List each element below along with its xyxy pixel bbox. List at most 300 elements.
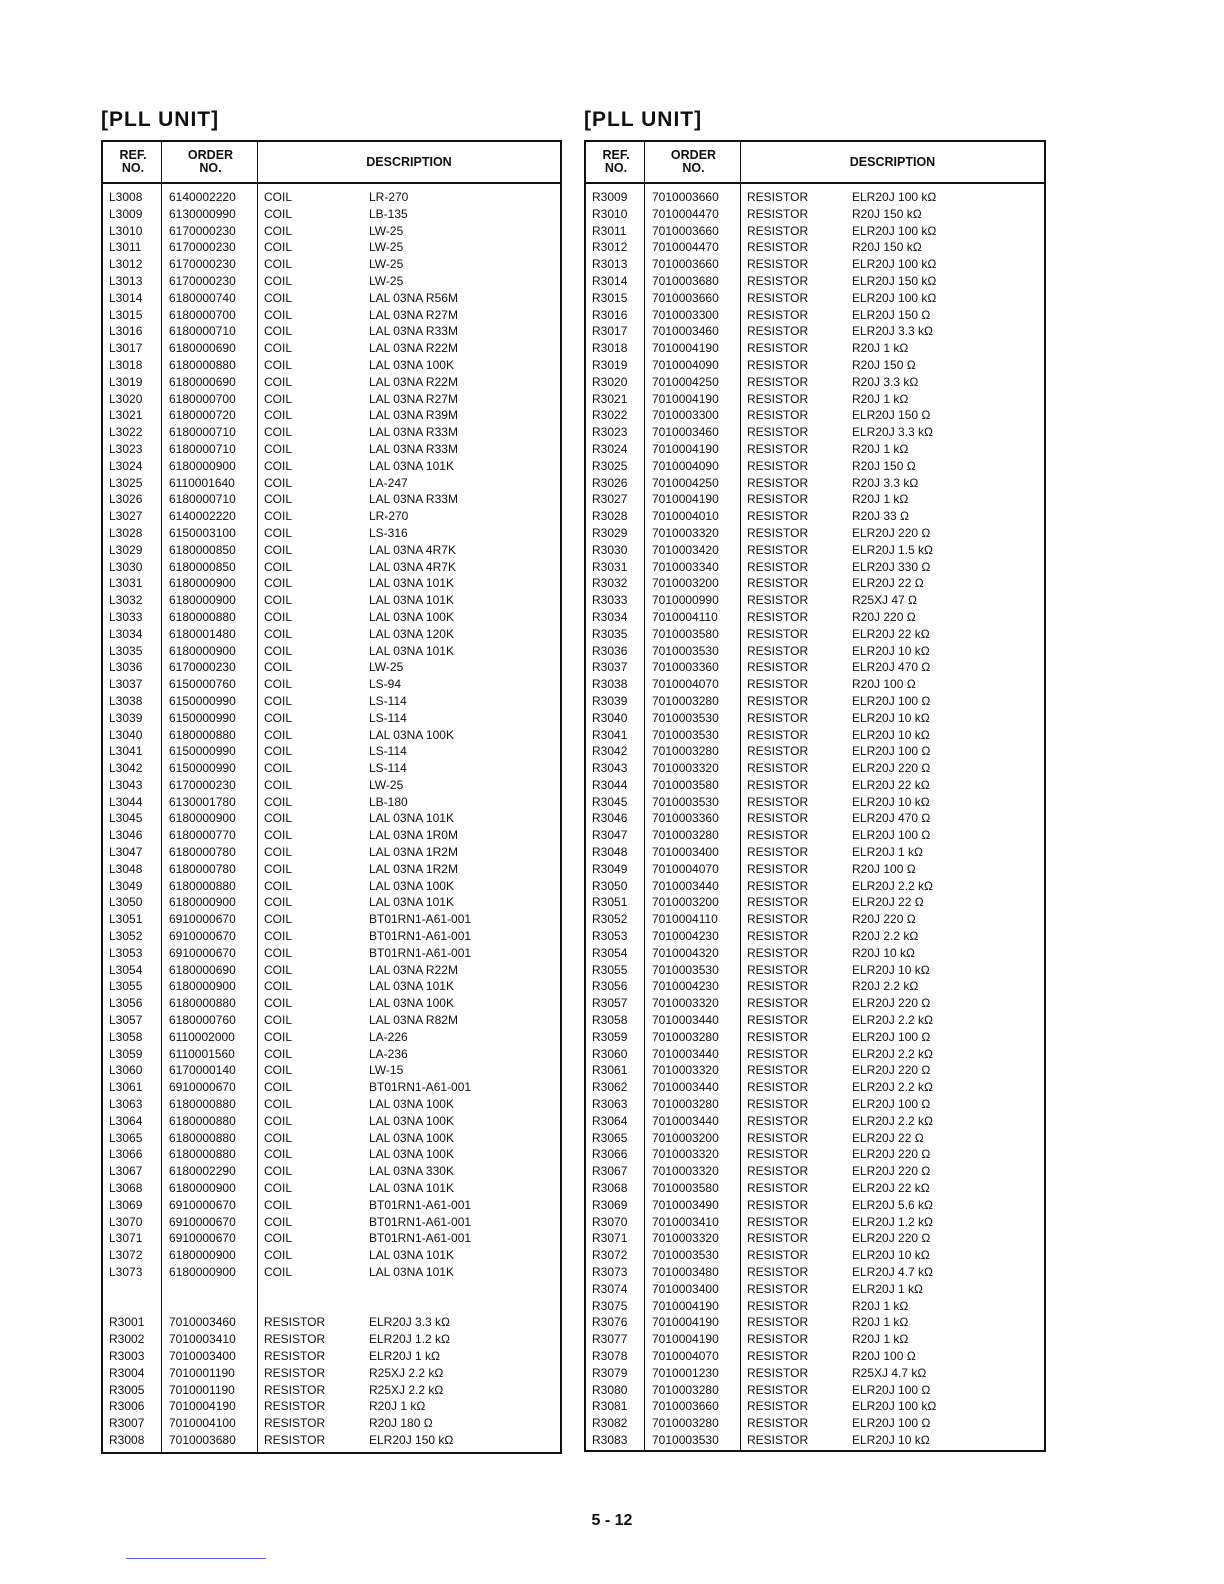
part-value: LAL 03NA 101K — [369, 1248, 454, 1263]
ref-no: R3054 — [592, 945, 628, 960]
part-value: LAL 03NA 100K — [369, 878, 454, 893]
order-no: 7010003660 — [652, 1399, 719, 1414]
table-row — [103, 1331, 560, 1348]
table-row — [586, 1197, 1044, 1214]
ref-no: L3055 — [109, 979, 143, 994]
part-value: ELR20J 330 Ω — [852, 559, 931, 574]
order-no: 6180000850 — [169, 559, 236, 574]
part-type: RESISTOR — [747, 1281, 809, 1296]
table-row — [103, 928, 560, 945]
table-row — [586, 1264, 1044, 1281]
part-type: RESISTOR — [747, 845, 809, 860]
order-no: 6180000900 — [169, 895, 236, 910]
table-row — [103, 542, 560, 559]
part-type: RESISTOR — [747, 1382, 809, 1397]
ref-no: R3006 — [109, 1399, 145, 1414]
order-no: 6180000880 — [169, 1097, 236, 1112]
table-row — [103, 659, 560, 676]
order-no: 6180000690 — [169, 962, 236, 977]
part-value: LAL 03NA 1R0M — [369, 828, 458, 843]
part-value: R20J 3.3 kΩ — [852, 374, 919, 389]
order-no: 7010003410 — [652, 1214, 719, 1229]
table-row — [103, 1247, 560, 1264]
part-type: RESISTOR — [747, 492, 809, 507]
ref-no: R3081 — [592, 1399, 628, 1414]
part-value: ELR20J 100 kΩ — [852, 1399, 937, 1414]
part-value: LAL 03NA 100K — [369, 1130, 454, 1145]
ref-no: R3080 — [592, 1382, 628, 1397]
part-value: LAL 03NA R33M — [369, 441, 458, 456]
table-row — [586, 1029, 1044, 1046]
part-type: RESISTOR — [747, 727, 809, 742]
order-no: 7010004110 — [652, 912, 718, 927]
part-value: ELR20J 100 Ω — [852, 1097, 931, 1112]
ref-no: R3046 — [592, 811, 628, 826]
part-value: LAL 03NA 101K — [369, 458, 454, 473]
ref-no: R3051 — [592, 895, 628, 910]
ref-no: R3011 — [592, 223, 627, 238]
table-row — [586, 391, 1044, 408]
part-value: LAL 03NA 1R2M — [369, 845, 458, 860]
part-value: LW-25 — [369, 240, 404, 255]
part-value: BT01RN1-A61-001 — [369, 1080, 472, 1095]
table-row — [103, 1146, 560, 1163]
part-value: R25XJ 47 Ω — [852, 593, 918, 608]
order-no: 7010003530 — [652, 1432, 719, 1447]
order-no: 7010003530 — [652, 643, 719, 658]
part-type: COIL — [264, 576, 293, 591]
ref-no: R3050 — [592, 878, 628, 893]
part-value: LAL 03NA R22M — [369, 374, 458, 389]
part-value: ELR20J 4.7 kΩ — [852, 1265, 934, 1279]
ref-no: L3020 — [109, 391, 143, 406]
table-row — [586, 962, 1044, 979]
order-no: 6150000760 — [169, 677, 236, 692]
table-row — [586, 1365, 1044, 1382]
order-no: 6910000670 — [169, 912, 236, 927]
ref-no: R3031 — [592, 559, 628, 574]
table-header — [586, 142, 1044, 184]
part-value: ELR20J 100 kΩ — [852, 223, 937, 238]
ref-no: L3013 — [109, 273, 143, 288]
part-type: RESISTOR — [747, 1348, 809, 1363]
part-value: LAL 03NA R82M — [369, 1013, 458, 1028]
part-value: LAL 03NA 100K — [369, 1113, 454, 1128]
ref-no: L3072 — [109, 1248, 143, 1263]
ref-no: R3032 — [592, 576, 628, 591]
part-type: RESISTOR — [747, 1365, 809, 1380]
ref-no: R3075 — [592, 1298, 628, 1313]
ref-no: R3021 — [592, 391, 628, 406]
table-row — [103, 844, 560, 861]
part-value: LS-114 — [369, 761, 407, 776]
part-value: LS-94 — [369, 677, 402, 692]
part-type: RESISTOR — [747, 777, 809, 792]
part-value: R20J 150 Ω — [852, 458, 916, 473]
table-row — [586, 1331, 1044, 1348]
part-type: RESISTOR — [747, 341, 809, 356]
table-row — [103, 794, 560, 811]
order-no: 6910000670 — [169, 945, 236, 960]
order-no: 6180000720 — [169, 408, 236, 423]
part-type: RESISTOR — [747, 525, 809, 540]
part-type: RESISTOR — [747, 1046, 809, 1061]
ref-no: R3071 — [592, 1231, 628, 1246]
table-row — [586, 239, 1044, 256]
part-type: COIL — [264, 206, 293, 221]
ref-no: R3061 — [592, 1063, 628, 1078]
part-value: BT01RN1-A61-001 — [369, 929, 472, 944]
part-value: ELR20J 100 Ω — [852, 744, 931, 759]
part-value: LB-180 — [369, 794, 408, 809]
order-no: 6180000900 — [169, 643, 236, 658]
order-no: 6180000900 — [169, 458, 236, 473]
order-no: 7010003460 — [652, 324, 719, 339]
order-no: 7010003200 — [652, 576, 719, 591]
table-row — [103, 626, 560, 643]
order-no: 6180000880 — [169, 357, 236, 372]
part-value: LB-135 — [369, 206, 408, 221]
table-row — [103, 256, 560, 273]
ref-no: R3027 — [592, 492, 628, 507]
part-type: RESISTOR — [747, 357, 809, 372]
part-type: RESISTOR — [747, 240, 809, 255]
table-row — [103, 1163, 560, 1180]
ref-no: L3014 — [109, 290, 143, 305]
order-no: 6180000880 — [169, 878, 236, 893]
part-value: ELR20J 2.2 kΩ — [852, 878, 934, 893]
table-row — [103, 374, 560, 391]
part-value: LAL 03NA R22M — [369, 341, 458, 356]
part-value: R25XJ 4.7 kΩ — [852, 1365, 927, 1380]
table-row — [103, 189, 560, 206]
ref-no: L3037 — [109, 677, 143, 692]
table-row — [586, 1281, 1044, 1298]
part-value: R20J 1 kΩ — [852, 1298, 909, 1313]
table-row — [586, 206, 1044, 223]
ref-no: R3072 — [592, 1248, 628, 1263]
ref-no: L3057 — [109, 1013, 143, 1028]
part-type: COIL — [264, 475, 293, 490]
part-type: RESISTOR — [747, 1416, 809, 1431]
footer-rule — [126, 1558, 266, 1559]
part-type: COIL — [264, 1097, 293, 1112]
order-no: 6180000880 — [169, 1147, 236, 1162]
order-no: 7010003360 — [652, 811, 719, 826]
ref-no: R3052 — [592, 912, 628, 927]
part-value: LAL 03NA 101K — [369, 895, 454, 910]
ref-no: R3030 — [592, 542, 628, 557]
table-row — [103, 290, 560, 307]
part-type: RESISTOR — [747, 609, 809, 624]
table-row — [586, 592, 1044, 609]
order-no: 6110002000 — [169, 1029, 235, 1044]
part-value: ELR20J 100 Ω — [852, 1416, 931, 1431]
order-no: 6170000230 — [169, 660, 236, 675]
part-value: ELR20J 22 kΩ — [852, 777, 930, 792]
part-value: R20J 150 Ω — [852, 357, 916, 372]
table-row — [586, 424, 1044, 441]
part-type: RESISTOR — [747, 794, 809, 809]
order-no: 6110001640 — [169, 475, 235, 490]
table-row — [586, 995, 1044, 1012]
ref-no: L3064 — [109, 1113, 143, 1128]
part-value: LAL 03NA 100K — [369, 609, 454, 624]
ref-no: R3029 — [592, 525, 628, 540]
table-row — [586, 323, 1044, 340]
part-type: COIL — [264, 626, 293, 641]
part-value: LS-114 — [369, 744, 407, 759]
part-value: LW-25 — [369, 777, 404, 792]
order-no: 7010003410 — [169, 1332, 236, 1347]
table-row — [103, 559, 560, 576]
table-row — [586, 290, 1044, 307]
part-type: COIL — [264, 643, 293, 658]
order-no: 6170000230 — [169, 777, 236, 792]
part-type: RESISTOR — [747, 559, 809, 574]
part-type: COIL — [264, 341, 293, 356]
order-no: 6910000670 — [169, 1197, 236, 1212]
part-type: COIL — [264, 559, 293, 574]
table-row — [586, 760, 1044, 777]
order-no: 6180000740 — [169, 290, 236, 305]
table-row — [586, 710, 1044, 727]
table-row — [586, 1415, 1044, 1432]
part-type: COIL — [264, 190, 293, 204]
table-row — [586, 340, 1044, 357]
order-no: 7010004190 — [652, 1298, 719, 1313]
ref-no: L3050 — [109, 895, 143, 910]
table-row — [586, 1298, 1044, 1315]
table-row — [586, 945, 1044, 962]
part-type: COIL — [264, 828, 293, 843]
order-no: 7010001190 — [169, 1365, 235, 1380]
table-row — [103, 357, 560, 374]
part-value: ELR20J 100 Ω — [852, 693, 931, 708]
part-type: RESISTOR — [747, 408, 809, 423]
ref-no: R3033 — [592, 593, 628, 608]
table-header — [103, 142, 560, 184]
table-row — [103, 1214, 560, 1231]
part-type: COIL — [264, 1046, 293, 1061]
part-value: LAL 03NA 120K — [369, 626, 454, 641]
part-value: ELR20J 10 kΩ — [852, 727, 930, 742]
ref-no: L3049 — [109, 878, 143, 893]
part-type: COIL — [264, 710, 293, 725]
order-no: 7010001230 — [652, 1365, 719, 1380]
part-type: RESISTOR — [747, 1248, 809, 1263]
order-no: 7010003320 — [652, 1164, 719, 1179]
part-value: R20J 100 Ω — [852, 1348, 916, 1363]
part-value: R20J 10 kΩ — [852, 945, 915, 960]
table-row — [103, 441, 560, 458]
table-row — [103, 424, 560, 441]
table-row — [103, 810, 560, 827]
part-value: LAL 03NA 101K — [369, 643, 454, 658]
ref-no: L3015 — [109, 307, 143, 322]
ref-no: R3067 — [592, 1164, 628, 1179]
ref-no: L3021 — [109, 408, 143, 423]
ref-no: L3060 — [109, 1063, 143, 1078]
table-row — [586, 609, 1044, 626]
ref-no: R3014 — [592, 273, 628, 288]
right-parts-table — [584, 140, 1046, 1452]
ref-no: R3002 — [109, 1332, 145, 1347]
table-row — [586, 357, 1044, 374]
part-value: R20J 1 kΩ — [852, 391, 909, 406]
part-value: ELR20J 100 Ω — [852, 828, 931, 843]
ref-no: R3082 — [592, 1416, 628, 1431]
table-row — [103, 1113, 560, 1130]
order-no: 6180000710 — [169, 492, 236, 507]
part-type: RESISTOR — [747, 1029, 809, 1044]
table-body — [103, 184, 560, 1449]
ref-no: R3022 — [592, 408, 628, 423]
table-row — [103, 407, 560, 424]
right-unit-title: [PLL UNIT] — [584, 108, 703, 131]
part-value: LAL 03NA R33M — [369, 425, 458, 440]
part-type: COIL — [264, 357, 293, 372]
part-value: R20J 1 kΩ — [369, 1399, 426, 1414]
left-parts-table — [101, 140, 562, 1454]
order-no: 7010003320 — [652, 1147, 719, 1162]
ref-no: R3066 — [592, 1147, 628, 1162]
table-row — [103, 1012, 560, 1029]
table-row — [586, 1096, 1044, 1113]
order-no: 7010003280 — [652, 828, 719, 843]
table-row — [586, 810, 1044, 827]
table-row — [586, 978, 1044, 995]
part-value: LA-236 — [369, 1046, 408, 1061]
ref-no: R3044 — [592, 777, 628, 792]
order-no: 6180000850 — [169, 542, 236, 557]
ref-no: L3030 — [109, 559, 143, 574]
part-value: ELR20J 1 kΩ — [369, 1348, 441, 1363]
table-row — [586, 407, 1044, 424]
part-value: ELR20J 3.3 kΩ — [852, 324, 934, 339]
part-type: COIL — [264, 677, 293, 692]
part-value: R20J 150 kΩ — [852, 206, 922, 221]
order-no: 7010003680 — [652, 273, 719, 288]
order-no: 7010004470 — [652, 240, 719, 255]
order-no: 7010003490 — [652, 1197, 719, 1212]
ref-no: R3013 — [592, 257, 628, 272]
part-value: ELR20J 10 kΩ — [852, 710, 930, 725]
header-description: DESCRIPTION — [366, 154, 452, 169]
ref-no: R3070 — [592, 1214, 628, 1229]
part-type: RESISTOR — [264, 1416, 326, 1431]
table-row — [103, 1365, 560, 1382]
ref-no: L3043 — [109, 777, 143, 792]
part-type: RESISTOR — [747, 324, 809, 339]
part-value: R20J 150 kΩ — [852, 240, 922, 255]
table-row — [103, 508, 560, 525]
table-row — [103, 475, 560, 492]
part-type: COIL — [264, 945, 293, 960]
part-type: COIL — [264, 425, 293, 440]
ref-no: R3025 — [592, 458, 628, 473]
part-type: RESISTOR — [747, 693, 809, 708]
order-no: 6180000710 — [169, 324, 236, 339]
ref-no: L3056 — [109, 996, 143, 1011]
table-row — [586, 777, 1044, 794]
part-type: RESISTOR — [747, 1097, 809, 1112]
ref-no: R3012 — [592, 240, 628, 255]
ref-no: R3005 — [109, 1382, 145, 1397]
part-value: LW-15 — [369, 1063, 404, 1078]
order-no: 6170000230 — [169, 257, 236, 272]
part-type: COIL — [264, 744, 293, 759]
order-no: 7010003300 — [652, 307, 719, 322]
part-value: ELR20J 1.2 kΩ — [369, 1332, 451, 1347]
table-row — [586, 1382, 1044, 1399]
part-type: RESISTOR — [264, 1348, 326, 1363]
part-type: RESISTOR — [747, 1164, 809, 1179]
ref-no: R3035 — [592, 626, 628, 641]
order-no: 7010003530 — [652, 710, 719, 725]
ref-no: L3071 — [109, 1231, 143, 1246]
part-type: COIL — [264, 223, 293, 238]
order-no: 7010003400 — [169, 1348, 236, 1363]
part-type: RESISTOR — [264, 1432, 326, 1447]
part-type: RESISTOR — [747, 1214, 809, 1229]
table-row — [103, 1314, 560, 1331]
order-no: 7010004190 — [652, 1332, 719, 1347]
table-row — [586, 1180, 1044, 1197]
order-no: 6180000700 — [169, 391, 236, 406]
table-row — [103, 1130, 560, 1147]
table-row — [586, 626, 1044, 643]
part-value: ELR20J 1 kΩ — [852, 845, 924, 860]
order-no: 7010004110 — [652, 609, 718, 624]
ref-no: L3070 — [109, 1214, 143, 1229]
order-no: 6180000700 — [169, 307, 236, 322]
ref-no: L3017 — [109, 341, 143, 356]
table-row — [103, 1180, 560, 1197]
table-row — [586, 1046, 1044, 1063]
part-value: LAL 03NA R22M — [369, 962, 458, 977]
part-type: RESISTOR — [747, 945, 809, 960]
order-no: 7010003320 — [652, 996, 719, 1011]
order-no: 7010003320 — [652, 761, 719, 776]
part-type: RESISTOR — [747, 828, 809, 843]
table-row — [103, 273, 560, 290]
part-value: R20J 2.2 kΩ — [852, 979, 919, 994]
table-row — [103, 223, 560, 240]
part-value: ELR20J 100 Ω — [852, 1029, 931, 1044]
part-type: COIL — [264, 693, 293, 708]
ref-no: L3048 — [109, 861, 143, 876]
part-type: COIL — [264, 1113, 293, 1128]
order-no: 7010003420 — [652, 542, 719, 557]
part-value: R20J 3.3 kΩ — [852, 475, 919, 490]
left-unit-title: [PLL UNIT] — [101, 108, 220, 131]
table-row — [586, 559, 1044, 576]
part-value: R20J 2.2 kΩ — [852, 929, 919, 944]
order-no: 6180000780 — [169, 861, 236, 876]
order-no: 7010004070 — [652, 861, 719, 876]
order-no: 6180000880 — [169, 996, 236, 1011]
order-no: 7010003580 — [652, 1181, 719, 1196]
part-value: LS-114 — [369, 693, 407, 708]
order-no: 6170000230 — [169, 223, 236, 238]
order-no: 7010004190 — [652, 1315, 719, 1330]
part-type: RESISTOR — [747, 374, 809, 389]
part-value: ELR20J 220 Ω — [852, 1231, 931, 1246]
part-type: COIL — [264, 525, 293, 540]
part-value: R20J 220 Ω — [852, 912, 916, 927]
part-value: LAL 03NA 330K — [369, 1164, 454, 1179]
